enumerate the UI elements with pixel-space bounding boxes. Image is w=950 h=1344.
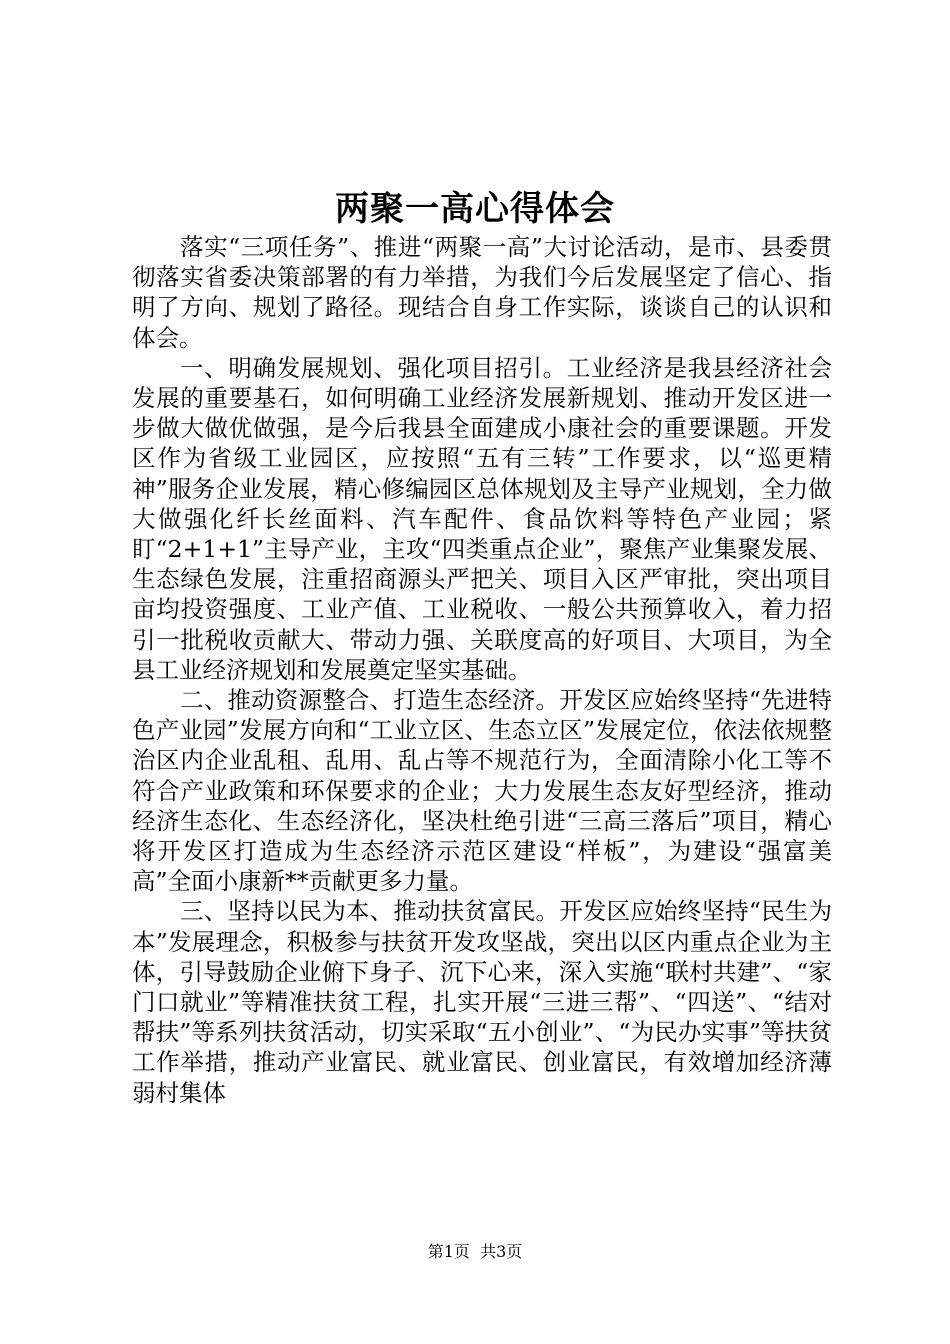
section-2-paragraph: 二、推动资源整合、打造生态经济。开发区应始终坚持“先进特色产业园”发展方向和“工业立区、生态立区”发展定位，依法依规整治区内企业乱租、乱用、乱占等不规范行为，全面清除小化工等不符合产业政策和环保要求的企业；大力发展生态友好型经济，推动经济生态化、生态经济化，坚决杜绝引进“三高三落后”项目，精心将开发区打造成为生态经济示范区建设“样板”，为建设“强富美高”全面小康新**贡献更多力量。: [132, 686, 832, 896]
section-3-paragraph: 三、坚持以民为本、推动扶贫富民。开发区应始终坚持“民生为本”发展理念，积极参与扶贫开发攻坚战，突出以区内重点企业为主体，引导鼓励企业俯下身子、沉下心来，深入实施“联村共建”、“家门口就业”等精准扶贫工程，扎实开展“三进三帮”、“四送”、“结对帮扶”等系列扶贫活动，切实采取“五小创业”、“为民办实事”等扶贫工作举措，推动产业富民、就业富民、创业富民，有效增加经济薄弱村集体: [132, 897, 832, 1107]
page-total: 共3页: [480, 1242, 523, 1261]
footer-separator: [470, 1242, 480, 1261]
document-title: 两聚一高心得体会: [335, 189, 615, 229]
page-footer: [0, 1241, 950, 1263]
section-1-paragraph: 一、明确发展规划、强化项目招引。工业经济是我县经济社会发展的重要基石，如何明确工业经济发展新规划、推动开发区进一步做大做优做强，是今后我县全面建成小康社会的重要课题。开发区作为省级工业园区，应按照“五有三转”工作要求，以“巡更精神”服务企业发展，精心修编园区总体规划及主导产业规划，全力做大做强化纤长丝面料、汽车配件、食品饮料等特色产业园；紧盯“2+1+1”主导产业，主攻“四类重点企业”，聚焦产业集聚发展、生态绿色发展，注重招商源头严把关、项目入区严审批，突出项目亩均投资强度、工业产值、工业税收、一般公共预算收入，着力招引一批税收贡献大、带动力强、关联度高的好项目、大项目，为全县工业经济规划和发展奠定坚实基础。: [132, 353, 832, 684]
page-number: 第1页: [427, 1242, 470, 1261]
intro-paragraph: 落实“三项任务”、推进“两聚一高”大讨论活动，是市、县委贯彻落实省委决策部署的有力举措，为我们今后发展坚定了信心、指明了方向、规划了路径。现结合自身工作实际，谈谈自己的认识和体会。: [132, 233, 832, 352]
document-body: [132, 232, 832, 1108]
